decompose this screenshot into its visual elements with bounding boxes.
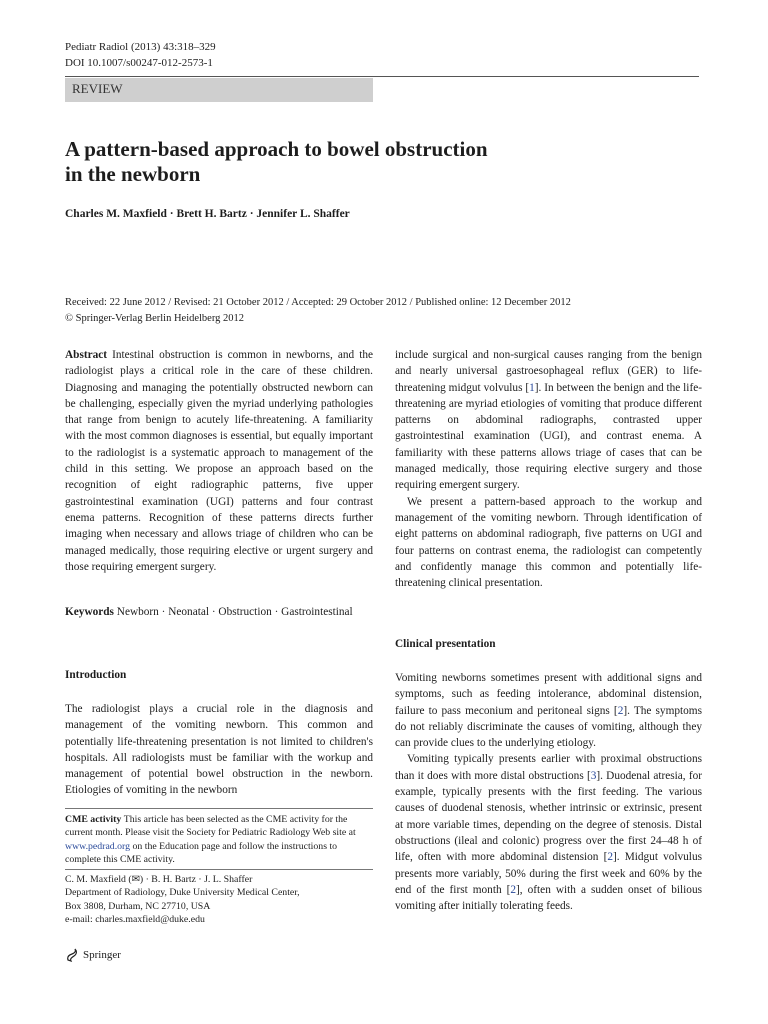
publisher-name: Springer xyxy=(83,949,121,961)
author-list: Charles M. Maxfield · Brett H. Bartz · Jennifer L. Shaffer xyxy=(65,208,350,220)
title-line: A pattern-based approach to bowel obstruction xyxy=(65,137,488,161)
cme-text-after: on the Education page and follow the instructions to complete this CME activity. xyxy=(65,840,338,865)
affiliation-divider xyxy=(65,869,373,870)
text-run: Vomiting typically presents earlier with proximal obstructions than it does with more distal obstructions [ xyxy=(395,753,702,782)
journal-header xyxy=(65,40,216,71)
footnote-divider xyxy=(65,808,373,809)
intro-continued-paragraph xyxy=(395,347,702,494)
text-run: ]. In between the benign and the life-threatening are myriad etiologies of vomiting that produce different patterns on abdominal radiographs, contrasted upper gastrointestinal examination (UGI), and contrast enema. A familiarity with these patterns allows triage of cases that can be managed medically, those requiring elective surgery and those requiring emergent surgery. xyxy=(395,381,702,492)
introduction-paragraph: The radiologist plays a crucial role in the diagnosis and management of the vomiting newborn. This common and potentially life-threatening presentation is not limited to children's hospitals. All radiologists must be familiar with the workup and management of potential bowel obstruction in the newborn. Etiologies of vomiting in the newborn xyxy=(65,703,373,797)
author-email[interactable]: e-mail: charles.maxfield@duke.edu xyxy=(65,913,205,925)
affiliation-authors: C. M. Maxfield (✉) · B. H. Bartz · J. L. Shaffer xyxy=(65,874,253,885)
keywords xyxy=(65,604,373,620)
publisher-footer xyxy=(65,948,121,962)
title-line: in the newborn xyxy=(65,162,201,186)
cme-text-before: This article has been selected as the CME activity for the current month. Please visit the Society for Pediatric Radiology Web site at xyxy=(65,814,356,839)
cme-label: CME activity xyxy=(65,814,122,825)
clinical-presentation-text xyxy=(395,670,702,914)
dates-line: Received: 22 June 2012 / Revised: 21 October 2012 / Accepted: 29 October 2012 / Published online: 12 December 2012 xyxy=(65,297,571,308)
affiliation-block xyxy=(65,873,373,926)
text-run: ]. Duodenal atresia, for example, typically presents with the first feeding. The various causes of duodenal stenosis, whether intrinsic or extrinsic, present at more variable times, depending on the degree of stenosis. Distal obstructions (ileal and colonic) progress over the first 24–48 h of life, often with more abdominal distension [ xyxy=(395,769,703,864)
reference-link[interactable]: 2 xyxy=(607,851,613,864)
doi: DOI 10.1007/s00247-012-2573-1 xyxy=(65,56,213,69)
article-title xyxy=(65,137,625,187)
publication-history xyxy=(65,295,705,326)
text-run: ]. The symptoms do not reliably discriminate the causes of vomiting, although they can provide clues to the underlying etiology. xyxy=(395,704,702,750)
affiliation-address: Box 3808, Durham, NC 27710, USA xyxy=(65,900,211,912)
text-run: ]. Midgut volvulus presents more variably, 50% during the first week and 60% by the end of the first month [ xyxy=(395,851,702,896)
journal-citation: Pediatr Radiol (2013) 43:318–329 xyxy=(65,41,216,53)
article-type-badge: REVIEW xyxy=(65,78,373,102)
text-run: include surgical and non-surgical causes ranging from the benign and nearly universal gastroesophageal reflux (GER) to life-threatening midgut volvulus [ xyxy=(395,349,702,394)
abstract-label: Abstract xyxy=(65,349,108,361)
affiliation-department: Department of Radiology, Duke University Medical Center, xyxy=(65,887,300,899)
symptoms-paragraph xyxy=(395,670,702,751)
introduction-text xyxy=(65,701,373,799)
right-column-top xyxy=(395,347,702,591)
cme-note xyxy=(65,813,373,866)
keywords-text: Newborn · Neonatal · Obstruction · Gastrointestinal xyxy=(116,606,353,618)
reference-link[interactable]: 2 xyxy=(510,883,517,896)
text-run: Vomiting newborns sometimes present with additional signs and symptoms, such as feeding intolerance, abdominal distension, failure to pass meconium and peritoneal signs [ xyxy=(395,672,702,717)
reference-link[interactable]: 3 xyxy=(590,769,597,782)
approach-paragraph: We present a pattern-based approach to the workup and management of the vomiting newborn. Through identification of eight patterns on abdominal radiograph, five patterns on UGI and four patterns on contrast enema, the radiologist can competently and confidently manage this common and potentially life-threatening clinical presentation. xyxy=(395,495,702,590)
pedrad-link[interactable]: www.pedrad.org xyxy=(65,840,131,852)
header-rule xyxy=(65,76,699,77)
reference-link[interactable]: 2 xyxy=(617,704,624,717)
keywords-label: Keywords xyxy=(65,606,114,618)
text-run: ], often with a sudden onset of bilious vomiting after initially tolerating feeds. xyxy=(395,883,702,913)
abstract-text: Intestinal obstruction is common in newborns, and the radiologist plays a critical role in the care of these children. Diagnosing and managing the potentially obstructed newborn can be challenging, especially given the myriad underlying pathologies that range from benign to acutely life-threatening. A familiarity with the most common diagnoses is essential, but equally important to the radiologist is a systematic approach to management of the child in this setting. We propose an approach based on the recognition of eight radiographic patterns, five upper gastrointestinal examination (UGI) patterns and four contrast enema patterns. Recognition of these patterns directs further imaging when necessary and allows triage of children who can be managed medically, those requiring elective or urgent surgery and those requiring emergent surgery. xyxy=(65,349,373,573)
clinical-presentation-heading: Clinical presentation xyxy=(395,638,496,650)
abstract xyxy=(65,347,373,575)
copyright-line: © Springer-Verlag Berlin Heidelberg 2012 xyxy=(65,312,245,324)
timing-paragraph xyxy=(395,751,702,914)
reference-link[interactable]: 1 xyxy=(529,381,535,394)
springer-logo-icon xyxy=(65,948,79,962)
introduction-heading: Introduction xyxy=(65,669,127,681)
